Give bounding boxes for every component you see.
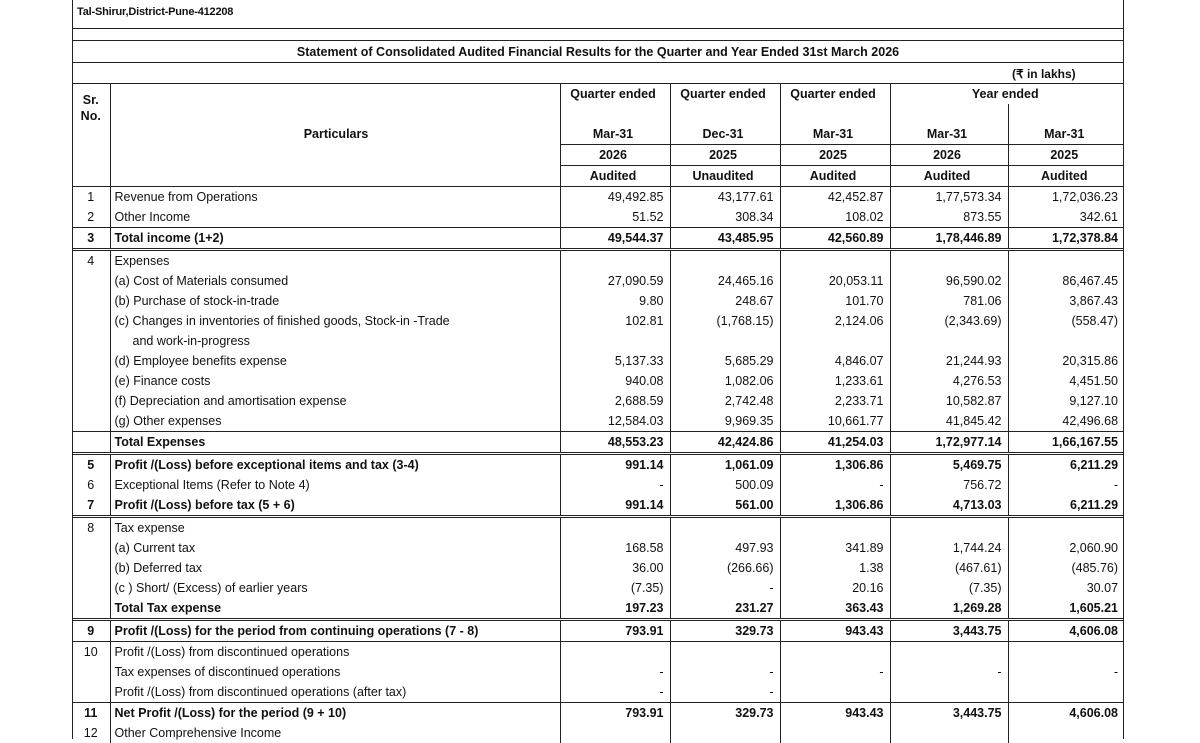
- year-header: 2025: [670, 145, 780, 166]
- value-cell: (7.35): [890, 578, 1008, 598]
- value-cell: 2,060.90: [1069, 541, 1119, 555]
- value-cell: -: [1113, 478, 1119, 492]
- particulars-cell: Net Profit /(Loss) for the period (9 + 10): [110, 703, 560, 724]
- table-row: [72, 250, 1124, 272]
- sr-no-cell: [72, 598, 110, 620]
- value-cell: (7.35): [560, 578, 670, 598]
- value-cell: 1,306.86: [780, 495, 890, 517]
- date-header: Mar-31: [1008, 124, 1124, 145]
- value-cell: [780, 723, 890, 743]
- sr-no-cell: [72, 682, 110, 703]
- table-row: [72, 454, 1124, 476]
- table-row: [72, 598, 1124, 620]
- value-cell: -: [670, 682, 780, 703]
- table-row: [72, 723, 1124, 743]
- sr-no-header: [72, 84, 110, 125]
- value-cell: [560, 642, 670, 663]
- sr-no-label: Sr.: [82, 93, 99, 107]
- particulars-cell: Total Tax expense: [110, 598, 560, 620]
- value-cell: [780, 331, 890, 351]
- table-row: [72, 411, 1124, 432]
- header-row-period: [72, 84, 1124, 105]
- sr-no-cell: [72, 411, 110, 432]
- value-cell: 991.14: [560, 454, 670, 476]
- currency-unit: (₹ in lakhs): [1012, 67, 1076, 81]
- period-type-header: Quarter ended: [670, 84, 780, 105]
- value-cell: 41,254.03: [780, 432, 890, 454]
- particulars-cell: (d) Employee benefits expense: [110, 351, 560, 371]
- sr-no-cell: [72, 432, 110, 454]
- particulars-cell: (c) Changes in inventories of finished goods, Stock-in -Trade: [110, 311, 560, 331]
- value-cell: 86,467.45: [1062, 274, 1119, 288]
- date-header: Mar-31: [560, 124, 670, 145]
- value-cell: (558.47): [1071, 314, 1119, 328]
- value-cell: [670, 642, 780, 663]
- value-cell: (266.66): [670, 558, 780, 578]
- value-cell: (485.76): [1071, 561, 1119, 575]
- particulars-cell: Total Expenses: [110, 432, 560, 454]
- value-cell: 3,443.75: [890, 703, 1008, 724]
- sr-no-label: No.: [80, 109, 101, 123]
- particulars-cell: Other Income: [110, 207, 560, 228]
- value-cell: 793.91: [560, 703, 670, 724]
- particulars-cell: (g) Other expenses: [110, 411, 560, 432]
- particulars-cell: (a) Current tax: [110, 538, 560, 558]
- value-cell: 42,560.89: [780, 228, 890, 250]
- value-cell: 1,269.28: [890, 598, 1008, 620]
- value-cell: 5,469.75: [890, 454, 1008, 476]
- value-cell: 363.43: [780, 598, 890, 620]
- value-cell: 231.27: [670, 598, 780, 620]
- particulars-cell: Exceptional Items (Refer to Note 4): [110, 475, 560, 495]
- value-cell: 1,082.06: [670, 371, 780, 391]
- value-cell: -: [560, 682, 670, 703]
- period-type-header: Quarter ended: [780, 84, 890, 105]
- sr-no-cell: [72, 538, 110, 558]
- value-cell: 96,590.02: [890, 271, 1008, 291]
- status-header: Audited: [1008, 166, 1124, 187]
- table-row: [72, 351, 1124, 371]
- value-cell: [890, 517, 1008, 539]
- value-cell: (467.61): [890, 558, 1008, 578]
- value-cell: 1,605.21: [1008, 598, 1124, 620]
- status-header: Audited: [560, 166, 670, 187]
- particulars-cell: Total income (1+2): [110, 228, 560, 250]
- value-cell: (2,343.69): [890, 311, 1008, 331]
- value-cell: 781.06: [890, 291, 1008, 311]
- header-cell: [670, 104, 780, 124]
- sr-no-cell: [72, 271, 110, 291]
- value-cell: 20,315.86: [1062, 354, 1119, 368]
- value-cell: 1,72,036.23: [1051, 190, 1119, 204]
- value-cell: 500.09: [670, 475, 780, 495]
- header-row-status: [72, 166, 1124, 187]
- value-cell: 197.23: [560, 598, 670, 620]
- table-row: [72, 391, 1124, 411]
- sr-no-cell: 10: [72, 642, 110, 663]
- particulars-cell: (f) Depreciation and amortisation expense: [110, 391, 560, 411]
- value-cell: 1,744.24: [890, 538, 1008, 558]
- particulars-cell: (c ) Short/ (Excess) of earlier years: [110, 578, 560, 598]
- particulars-cell: Revenue from Operations: [110, 187, 560, 208]
- table-row: [72, 432, 1124, 454]
- value-cell: 5,685.29: [670, 351, 780, 371]
- value-cell: 9.80: [560, 291, 670, 311]
- value-cell: 20,053.11: [780, 271, 890, 291]
- value-cell: 42,452.87: [780, 187, 890, 208]
- value-cell: [890, 250, 1008, 272]
- value-cell: 9,127.10: [1069, 394, 1119, 408]
- particulars-cell: Profit /(Loss) before exceptional items and tax (3-4): [110, 454, 560, 476]
- value-cell: 873.55: [890, 207, 1008, 228]
- value-cell: [560, 331, 670, 351]
- value-cell: 101.70: [780, 291, 890, 311]
- table-row: [72, 662, 1124, 682]
- value-cell: 991.14: [560, 495, 670, 517]
- particulars-cell: (b) Purchase of stock-in-trade: [110, 291, 560, 311]
- header-cell: [72, 124, 110, 187]
- year-ended-header: Year ended: [890, 84, 1124, 105]
- value-cell: [780, 250, 890, 272]
- value-cell: 108.02: [780, 207, 890, 228]
- financial-results-table: [72, 83, 1124, 743]
- sr-no-cell: 9: [72, 620, 110, 642]
- sr-no-cell: 5: [72, 454, 110, 476]
- table-row: [72, 291, 1124, 311]
- particulars-cell: Profit /(Loss) for the period from continuing operations (7 - 8): [110, 620, 560, 642]
- particulars-cell: Profit /(Loss) before tax (5 + 6): [110, 495, 560, 517]
- table-row: [72, 517, 1124, 539]
- statement-title: Statement of Consolidated Audited Financial Results for the Quarter and Year Ended 31st March 2026: [296, 45, 900, 59]
- value-cell: 102.81: [560, 311, 670, 331]
- value-cell: 4,276.53: [890, 371, 1008, 391]
- value-cell: (1,768.15): [670, 311, 780, 331]
- value-cell: [1008, 331, 1124, 351]
- value-cell: -: [1113, 665, 1119, 679]
- value-cell: 30.07: [1086, 581, 1119, 595]
- value-cell: 21,244.93: [890, 351, 1008, 371]
- sr-no-cell: 1: [72, 187, 110, 208]
- value-cell: 6,211.29: [1008, 454, 1124, 476]
- year-header: 2025: [1008, 145, 1124, 166]
- status-header: Audited: [890, 166, 1008, 187]
- status-header: Unaudited: [670, 166, 780, 187]
- sr-no-cell: 12: [72, 723, 110, 743]
- value-cell: 5,137.33: [560, 351, 670, 371]
- value-cell: [560, 250, 670, 272]
- particulars-cell: and work-in-progress: [110, 331, 560, 351]
- status-header: Audited: [780, 166, 890, 187]
- header-cell: [780, 104, 890, 124]
- value-cell: 4,451.50: [1069, 374, 1119, 388]
- table-row: [72, 682, 1124, 703]
- period-type-header: Quarter ended: [560, 84, 670, 105]
- value-cell: [670, 517, 780, 539]
- sr-no-cell: [72, 311, 110, 331]
- value-cell: 6,211.29: [1008, 495, 1124, 517]
- value-cell: 1,78,446.89: [890, 228, 1008, 250]
- sr-no-cell: [72, 371, 110, 391]
- value-cell: -: [670, 578, 780, 598]
- value-cell: 756.72: [890, 475, 1008, 495]
- year-header: 2025: [780, 145, 890, 166]
- value-cell: 329.73: [670, 620, 780, 642]
- particulars-cell: (a) Cost of Materials consumed: [110, 271, 560, 291]
- value-cell: 41,845.42: [890, 411, 1008, 432]
- value-cell: 329.73: [670, 703, 780, 724]
- value-cell: 9,969.35: [670, 411, 780, 432]
- sr-no-cell: [72, 578, 110, 598]
- value-cell: [670, 331, 780, 351]
- value-cell: 3,867.43: [1069, 294, 1119, 308]
- value-cell: -: [780, 475, 890, 495]
- value-cell: 10,661.77: [780, 411, 890, 432]
- value-cell: [560, 517, 670, 539]
- value-cell: 561.00: [670, 495, 780, 517]
- particulars-cell: Expenses: [110, 250, 560, 272]
- header-cell: [1008, 104, 1124, 124]
- sr-no-cell: [72, 291, 110, 311]
- value-cell: 940.08: [560, 371, 670, 391]
- particulars-cell: (e) Finance costs: [110, 371, 560, 391]
- sr-no-cell: [72, 558, 110, 578]
- year-header: 2026: [890, 145, 1008, 166]
- value-cell: 1,66,167.55: [1008, 432, 1124, 454]
- value-cell: 49,492.85: [560, 187, 670, 208]
- value-cell: 1,72,378.84: [1008, 228, 1124, 250]
- value-cell: [1008, 250, 1124, 272]
- value-cell: 341.89: [780, 538, 890, 558]
- value-cell: -: [560, 475, 670, 495]
- value-cell: 43,485.95: [670, 228, 780, 250]
- value-cell: 1.38: [780, 558, 890, 578]
- value-cell: 36.00: [560, 558, 670, 578]
- value-cell: 342.61: [1079, 210, 1119, 224]
- value-cell: 2,742.48: [670, 391, 780, 411]
- value-cell: 1,77,573.34: [890, 187, 1008, 208]
- particulars-cell: Profit /(Loss) from discontinued operations (after tax): [110, 682, 560, 703]
- sr-no-cell: 3: [72, 228, 110, 250]
- sr-no-cell: [72, 391, 110, 411]
- header-cell: [110, 166, 560, 187]
- value-cell: 43,177.61: [670, 187, 780, 208]
- sr-no-cell: 11: [72, 703, 110, 724]
- value-cell: 49,544.37: [560, 228, 670, 250]
- value-cell: 497.93: [670, 538, 780, 558]
- table-row: [72, 620, 1124, 642]
- value-cell: [670, 723, 780, 743]
- value-cell: 1,233.61: [780, 371, 890, 391]
- value-cell: 943.43: [780, 620, 890, 642]
- value-cell: -: [780, 662, 890, 682]
- value-cell: [1008, 682, 1124, 703]
- value-cell: -: [670, 662, 780, 682]
- value-cell: 1,061.09: [670, 454, 780, 476]
- value-cell: 4,846.07: [780, 351, 890, 371]
- value-cell: 51.52: [560, 207, 670, 228]
- value-cell: 4,606.08: [1008, 703, 1124, 724]
- sr-no-cell: 7: [72, 495, 110, 517]
- sr-no-cell: [72, 662, 110, 682]
- particulars-cell: Other Comprehensive Income: [110, 723, 560, 743]
- value-cell: -: [890, 662, 1008, 682]
- table-row: [72, 271, 1124, 291]
- sr-no-cell: 4: [72, 250, 110, 272]
- value-cell: 2,688.59: [560, 391, 670, 411]
- sr-no-cell: 6: [72, 475, 110, 495]
- particulars-cell: Tax expenses of discontinued operations: [110, 662, 560, 682]
- value-cell: [1008, 517, 1124, 539]
- value-cell: 20.16: [780, 578, 890, 598]
- header-cell: [560, 104, 670, 124]
- value-cell: 943.43: [780, 703, 890, 724]
- value-cell: [1008, 642, 1124, 663]
- value-cell: -: [560, 662, 670, 682]
- particulars-cell: Profit /(Loss) from discontinued operations: [110, 642, 560, 663]
- value-cell: 168.58: [560, 538, 670, 558]
- value-cell: 4,713.03: [890, 495, 1008, 517]
- table-row: [72, 642, 1124, 663]
- sr-no-cell: 2: [72, 207, 110, 228]
- date-header: Dec-31: [670, 124, 780, 145]
- value-cell: 1,72,977.14: [890, 432, 1008, 454]
- value-cell: 48,553.23: [560, 432, 670, 454]
- particulars-cell: (b) Deferred tax: [110, 558, 560, 578]
- table-row: [72, 538, 1124, 558]
- value-cell: 27,090.59: [560, 271, 670, 291]
- table-row: [72, 703, 1124, 724]
- header-cell: [890, 104, 1008, 124]
- value-cell: 2,124.06: [780, 311, 890, 331]
- value-cell: 4,606.08: [1008, 620, 1124, 642]
- value-cell: [780, 682, 890, 703]
- value-cell: [670, 250, 780, 272]
- table-row: [72, 311, 1124, 331]
- value-cell: 308.34: [670, 207, 780, 228]
- date-header: Mar-31: [780, 124, 890, 145]
- value-cell: 793.91: [560, 620, 670, 642]
- particulars-header: Particulars: [110, 84, 560, 166]
- value-cell: [560, 723, 670, 743]
- value-cell: 1,306.86: [780, 454, 890, 476]
- value-cell: [890, 723, 1008, 743]
- year-header: 2026: [560, 145, 670, 166]
- sr-no-cell: [72, 351, 110, 371]
- value-cell: 2,233.71: [780, 391, 890, 411]
- sr-no-cell: 8: [72, 517, 110, 539]
- value-cell: 3,443.75: [890, 620, 1008, 642]
- company-address: Tal-Shirur,District-Pune-412208: [77, 6, 234, 18]
- value-cell: 248.67: [670, 291, 780, 311]
- value-cell: [890, 331, 1008, 351]
- value-cell: 24,465.16: [670, 271, 780, 291]
- value-cell: [780, 642, 890, 663]
- particulars-cell: Tax expense: [110, 517, 560, 539]
- table-row: [72, 187, 1124, 208]
- value-cell: [890, 642, 1008, 663]
- date-header: Mar-31: [890, 124, 1008, 145]
- table-row: [72, 331, 1124, 351]
- value-cell: 10,582.87: [890, 391, 1008, 411]
- table-row: [72, 371, 1124, 391]
- value-cell: 12,584.03: [560, 411, 670, 432]
- value-cell: 42,424.86: [670, 432, 780, 454]
- sr-no-cell: [72, 331, 110, 351]
- table-row: [72, 207, 1124, 228]
- value-cell: [780, 517, 890, 539]
- divider: [72, 28, 1124, 29]
- divider: [72, 62, 1124, 63]
- table-row: [72, 558, 1124, 578]
- value-cell: [1008, 723, 1124, 743]
- table-row: [72, 228, 1124, 250]
- value-cell: [890, 682, 1008, 703]
- table-row: [72, 495, 1124, 517]
- divider: [72, 40, 1124, 41]
- value-cell: 42,496.68: [1062, 414, 1119, 428]
- table-row: [72, 475, 1124, 495]
- table-row: [72, 578, 1124, 598]
